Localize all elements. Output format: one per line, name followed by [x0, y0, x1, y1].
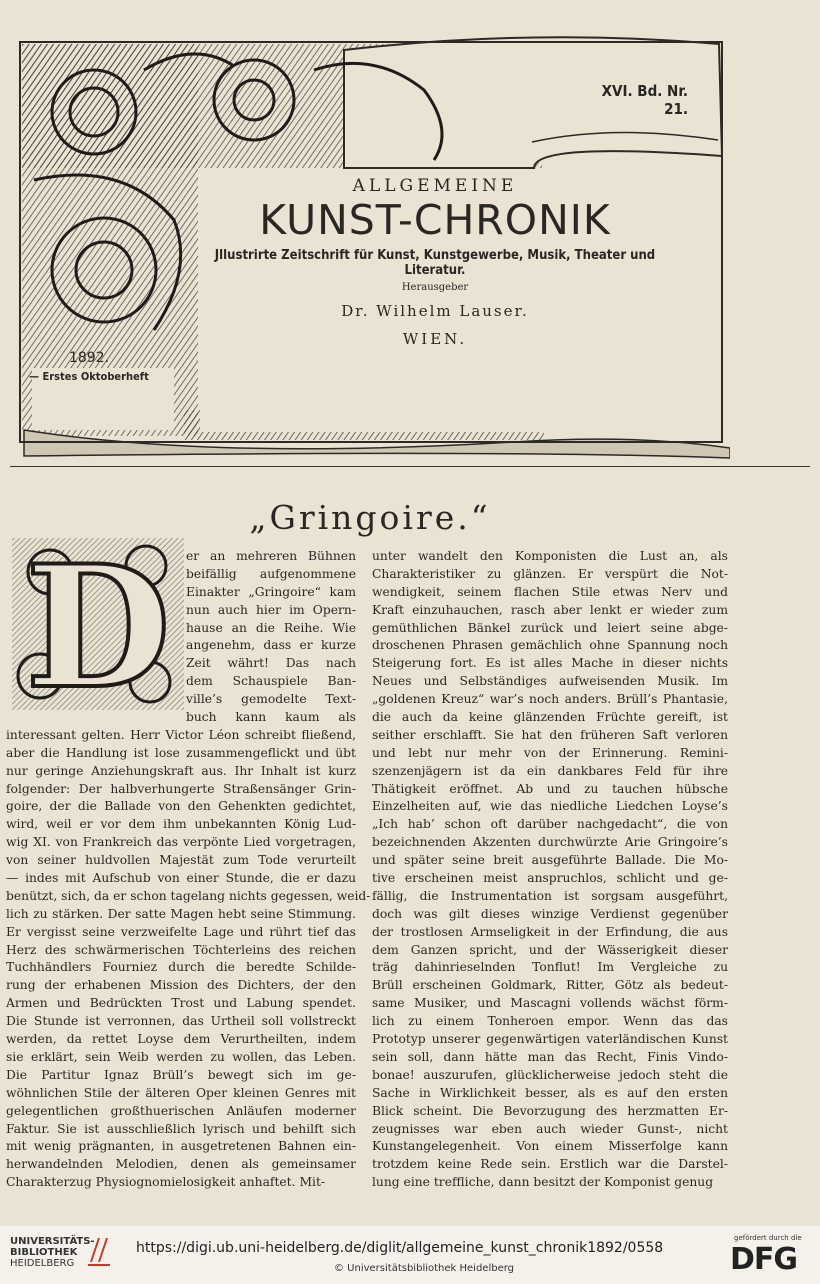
text-line: „Ich hab’ schon oft darüber nachgedacht“, die von	[372, 817, 728, 832]
text-line: trotzdem keine Rede sein. Erstlich war die Darstel-	[372, 1157, 728, 1172]
text-line: interessant gelten. Herr Victor Léon schreibt fließend,	[6, 727, 356, 742]
text-line: nun auch hier im Opern-	[186, 602, 356, 617]
library-logo: UNIVERSITÄTS- BIBLIOTHEK HEIDELBERG	[10, 1236, 95, 1269]
text-line: er an mehreren Bühnen	[186, 549, 356, 563]
text-line: bezeichnenden Akzenten durchwürzte Arie Gringoire’s	[372, 835, 728, 850]
text-line: und lebt nur mehr von der Erinnerung. Remini-	[372, 745, 728, 760]
text-line: tive erscheinen meist anspruchlos, schlicht und ge-	[372, 871, 728, 886]
text-line: herwandelnden Melodien, denen als gemeinsamer	[6, 1157, 356, 1172]
text-line: fällig, die Instrumentation ist sorgsam ausgeführt,	[372, 888, 728, 903]
volume-number: XVI. Bd. Nr. 21.	[601, 82, 688, 118]
text-line: gemüthlichen Bänkel zurück und leiert seine abge-	[372, 620, 728, 635]
text-line: Steigerung fort. Es ist alles Mache in dieser nichts	[372, 656, 728, 671]
text-line: sie erklärt, sein Weib werden zu wollen, das Leben.	[6, 1049, 356, 1064]
publisher-label: Herausgeber	[401, 282, 469, 293]
text-line: ville’s gemodelte Text-	[186, 692, 356, 707]
text-line: Kraft einzuhauchen, rasch aber lenkt er wieder zum	[372, 602, 728, 617]
funder-note: gefördert durch die	[734, 1234, 802, 1242]
text-line: von seiner huldvollen Majestät zum Tode verurteilt	[6, 853, 356, 868]
city: WIEN.	[402, 330, 468, 348]
text-line: Armen und Bedrückten Trost und Labung spendet.	[6, 996, 356, 1011]
text-line: szenzenjägern ist da ein dankbares Feld für ihre	[372, 763, 728, 778]
text-line: Die Stunde ist verronnen, das Urtheil soll vollstreckt	[6, 1014, 356, 1029]
text-line: rung der erhabenen Mission des Dichters, der den	[6, 978, 356, 993]
text-line: Thätigkeit eröffnet. Ab und zu tauchen hübsche	[372, 781, 728, 796]
text-line: wendigkeit, seinem flachen Stile etwas Nerv und	[372, 584, 728, 599]
text-line: aber die Handlung ist lose zusammengeflickt und übt	[6, 745, 356, 760]
text-line: lich zu stärken. Der satte Magen hebt seine Stimmung.	[6, 906, 356, 921]
text-line: Tuchhändlers Fourniez durch die beredte Schilde-	[6, 960, 356, 975]
header-rule	[10, 466, 810, 467]
text-line: — indes mit Aufschub von einer Stunde, die er dazu	[6, 871, 356, 886]
text-line: wig XI. von Frankreich das verpönte Lied vorgetragen,	[6, 835, 356, 850]
text-line: same Musiker, und Mascagni vollends wächst förm-	[372, 996, 728, 1011]
text-line: die auch da keine glänzenden Früchte gereift, ist	[372, 710, 728, 725]
text-line: Blick scheint. Die Bevorzugung des herzmatten Er-	[372, 1103, 728, 1118]
issue-label: — Erstes Oktoberheft	[29, 370, 149, 383]
text-line: wird, weil er vor dem ihm unbekannten König Lud-	[6, 817, 356, 832]
text-line: lich zu einem Tonheroen empor. Wenn das das	[372, 1014, 728, 1029]
text-line: nur geringe Anziehungskraft aus. Ihr Inhalt ist kurz	[6, 763, 356, 778]
text-line: Die Partitur Ignaz Brüll’s bewegt sich im ge-	[6, 1067, 356, 1082]
text-line: Herz des schwärmerischen Töchterleins des reichen	[6, 942, 356, 957]
right-column	[372, 548, 728, 1192]
text-line: Einzelheiten auf, wie das niedliche Liedchen Loyse’s	[372, 799, 728, 814]
text-line: benützt, sich, da er schon tagelang nichts gegessen, weid-	[6, 888, 371, 903]
left-column	[6, 548, 371, 1192]
text-line: Brüll erscheinen Goldmark, Ritter, Götz als bedeut-	[372, 978, 728, 993]
initial-letter: D	[25, 536, 171, 712]
masthead-subtitle: Jllustrirte Zeitschrift für Kunst, Kunstgewerbe, Musik, Theater und Literatur.	[214, 248, 656, 278]
text-line: unter wandelt den Komponisten die Lust an, als	[372, 549, 728, 563]
text-line: gelegentlichen großthuerischen Anläufen moderner	[6, 1103, 356, 1118]
text-line: sein soll, dann hätte man das Recht, Finis Vindo-	[372, 1049, 728, 1064]
text-line: lung eine treffliche, dann besitzt der Komponist genug	[372, 1175, 714, 1190]
text-line: „goldenen Kreuz“ war’s noch anders. Brüll’s Phantasie,	[372, 692, 728, 707]
text-line: Neues und Selbständiges aufweisenden Musik. Im	[372, 674, 728, 689]
text-line: Kunstangelegenheit. Von einem Misserfolge kann	[372, 1139, 728, 1154]
text-line: beifällig aufgenommene	[186, 566, 356, 581]
text-line: dem Ganzen spricht, und der Wässerigkeit dieser	[372, 942, 728, 957]
text-line: folgender: Der halbverhungerte Straßensänger Grin-	[6, 781, 356, 796]
text-line: Faktur. Sie ist ausschließlich lyrisch und behilft sich	[6, 1121, 356, 1136]
text-line: droschenen Phrasen gemächlich ohne Spannung noch	[372, 638, 728, 653]
text-line: und später seine breit ausgeführte Ballade. Die Mo-	[372, 853, 728, 868]
editor-name: Dr. Wilhelm Lauser.	[341, 302, 529, 320]
masthead-allgemeine: ALLGEMEINE	[352, 176, 518, 196]
text-line: Prototyp unserer gegenwärtigen vaterländischen Kunst	[372, 1032, 728, 1047]
text-line: hause an die Reihe. Wie	[186, 620, 356, 635]
text-line: Sache in Wirklichkeit besser, als es auf den ersten	[372, 1085, 728, 1100]
text-line: träg dahinrieselnden Tonflut! Im Vergleiche zu	[372, 960, 728, 975]
text-line: goire, der die Ballade von den Gehenkten gedichtet,	[6, 799, 356, 814]
text-line: Charakterzug Physiognomielosigkeit anhaftet. Mit-	[6, 1175, 326, 1190]
text-line: Charakteristiker zu glänzen. Er verspürt die Not-	[372, 566, 728, 581]
text-line: werden, da rettet Loyse dem Verurtheilten, indem	[6, 1032, 356, 1047]
text-line: wöhnlichen Stile der älteren Oper kleinen Genres mit	[6, 1085, 356, 1100]
dfg-logo: DFG	[730, 1242, 798, 1277]
text-line: bonae! auszurufen, glücklicherweise jedoch steht die	[372, 1067, 728, 1082]
copyright-notice: © Universitätsbibliothek Heidelberg	[334, 1263, 515, 1274]
text-line: Einakter „Gringoire“ kam	[186, 584, 356, 599]
article-title: „Gringoire.“	[249, 498, 491, 537]
text-line: zeugnisses war eben auch wieder Gunst-, nicht	[372, 1121, 728, 1136]
masthead-title: KUNST-CHRONIK	[259, 196, 611, 244]
text-line: angenehm, dass er kurze	[186, 638, 356, 653]
text-line: doch was gilt dieses winzige Verdienst gegenüber	[372, 906, 728, 921]
text-line: dem Schauspiele Ban-	[186, 674, 356, 689]
text-line: Zeit währt! Das nach	[186, 656, 356, 671]
year: 1892.	[68, 350, 110, 366]
text-line: seither erschlafft. Sie hat den früheren Saft verloren	[372, 727, 728, 742]
text-line: buch kann kaum als	[186, 710, 356, 725]
text-line: Er vergisst seine verzweifelte Lage und rührt tief das	[6, 924, 356, 939]
library-mark-icon	[84, 1234, 114, 1268]
text-line: mit wenig prägnanten, in ausgetretenen Bahnen ein-	[6, 1139, 356, 1154]
permalink-url[interactable]: https://digi.ub.uni-heidelberg.de/diglit/allgemeine_kunst_chronik1892/0558	[136, 1240, 664, 1256]
text-line: der trostlosen Armseligkeit in der Erfindung, die aus	[372, 924, 728, 939]
